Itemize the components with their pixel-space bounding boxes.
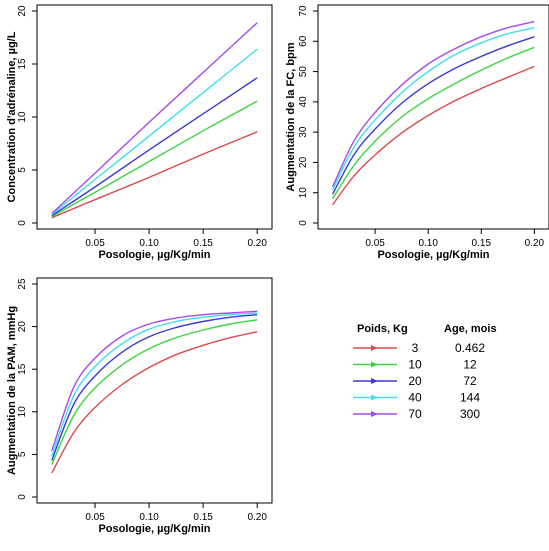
legend-weight-3: 40 — [408, 390, 422, 405]
series-line-1 — [333, 47, 535, 199]
legend-age-3: 144 — [459, 390, 481, 405]
y-tick-label: 15 — [17, 363, 28, 375]
y-tick-label: 0 — [17, 220, 28, 226]
series-line-4 — [333, 22, 535, 187]
legend-marker-2 — [371, 378, 378, 384]
x-axis-label: Posologie, µg/Kg/min — [98, 523, 211, 535]
legend-weight-0: 3 — [411, 341, 419, 355]
x-tick-label: 0.15 — [471, 238, 492, 249]
chart-top-right — [285, 5, 549, 261]
y-axis-label: Augmentation de la PAM, mmHg — [5, 305, 18, 476]
x-tick-label: 0.15 — [193, 512, 213, 523]
y-tick-label: 5 — [17, 167, 28, 173]
y-tick-label: 10 — [17, 406, 28, 418]
x-tick-label: 0.20 — [247, 512, 267, 523]
x-tick-label: 0.05 — [85, 238, 105, 249]
legend-marker-1 — [371, 362, 378, 368]
chart-top-left — [6, 5, 272, 261]
y-tick-label: 20 — [17, 321, 28, 333]
x-tick-label: 0.05 — [365, 238, 385, 249]
y-tick-label: 5 — [17, 451, 28, 458]
series-line-3 — [52, 49, 257, 214]
legend-weight-1: 10 — [408, 357, 422, 372]
y-tick-label: 30 — [298, 126, 309, 138]
y-tick-label: 60 — [298, 35, 309, 47]
x-axis-label: Posologie, µg/Kg/min — [377, 249, 490, 261]
y-tick-label: 10 — [298, 187, 309, 199]
x-tick-label: 0.10 — [418, 238, 438, 249]
x-tick-label: 0.10 — [139, 512, 159, 523]
y-tick-label: 70 — [298, 5, 309, 17]
x-tick-label: 0.15 — [193, 238, 213, 249]
series-line-2 — [52, 315, 257, 461]
legend-rows — [353, 341, 485, 421]
legend-age-2: 72 — [463, 374, 477, 388]
series-line-1 — [52, 320, 257, 465]
y-tick-label: 50 — [298, 66, 309, 78]
legend-weight-2: 20 — [408, 374, 422, 388]
x-tick-label: 0.20 — [247, 238, 267, 249]
y-tick-label: 20 — [17, 5, 28, 17]
legend — [353, 323, 497, 421]
legend-header-age: Age, mois — [444, 323, 497, 335]
y-axis-label: Concentration d'adrénaline, µg/L — [5, 31, 18, 203]
y-tick-label: 40 — [298, 96, 309, 108]
legend-marker-4 — [371, 411, 378, 417]
chart-bottom-left — [6, 278, 272, 535]
y-tick-label: 25 — [17, 278, 28, 290]
legend-age-0: 0.462 — [454, 341, 486, 355]
legend-weight-4: 70 — [408, 407, 422, 421]
x-tick-label: 0.10 — [139, 238, 159, 249]
legend-age-1: 12 — [463, 357, 477, 372]
legend-age-4: 300 — [459, 407, 481, 421]
x-tick-label: 0.20 — [524, 238, 545, 249]
legend-header-weight: Poids, Kg — [357, 323, 408, 335]
y-tick-label: 15 — [17, 58, 28, 70]
y-tick-label: 10 — [17, 111, 28, 123]
legend-marker-0 — [371, 345, 378, 351]
x-tick-label: 0.05 — [85, 512, 105, 523]
y-tick-label: 0 — [17, 494, 28, 500]
series-line-1 — [52, 101, 257, 217]
x-axis-label: Posologie, µg/Kg/min — [98, 249, 211, 261]
series-line-0 — [52, 132, 257, 218]
series-line-2 — [52, 78, 257, 216]
legend-marker-3 — [371, 395, 378, 401]
plot-frame — [318, 5, 549, 229]
y-tick-label: 20 — [298, 156, 309, 168]
y-tick-label: 0 — [298, 220, 309, 226]
y-axis-label: Augmentation de la FC, bpm — [284, 42, 297, 192]
